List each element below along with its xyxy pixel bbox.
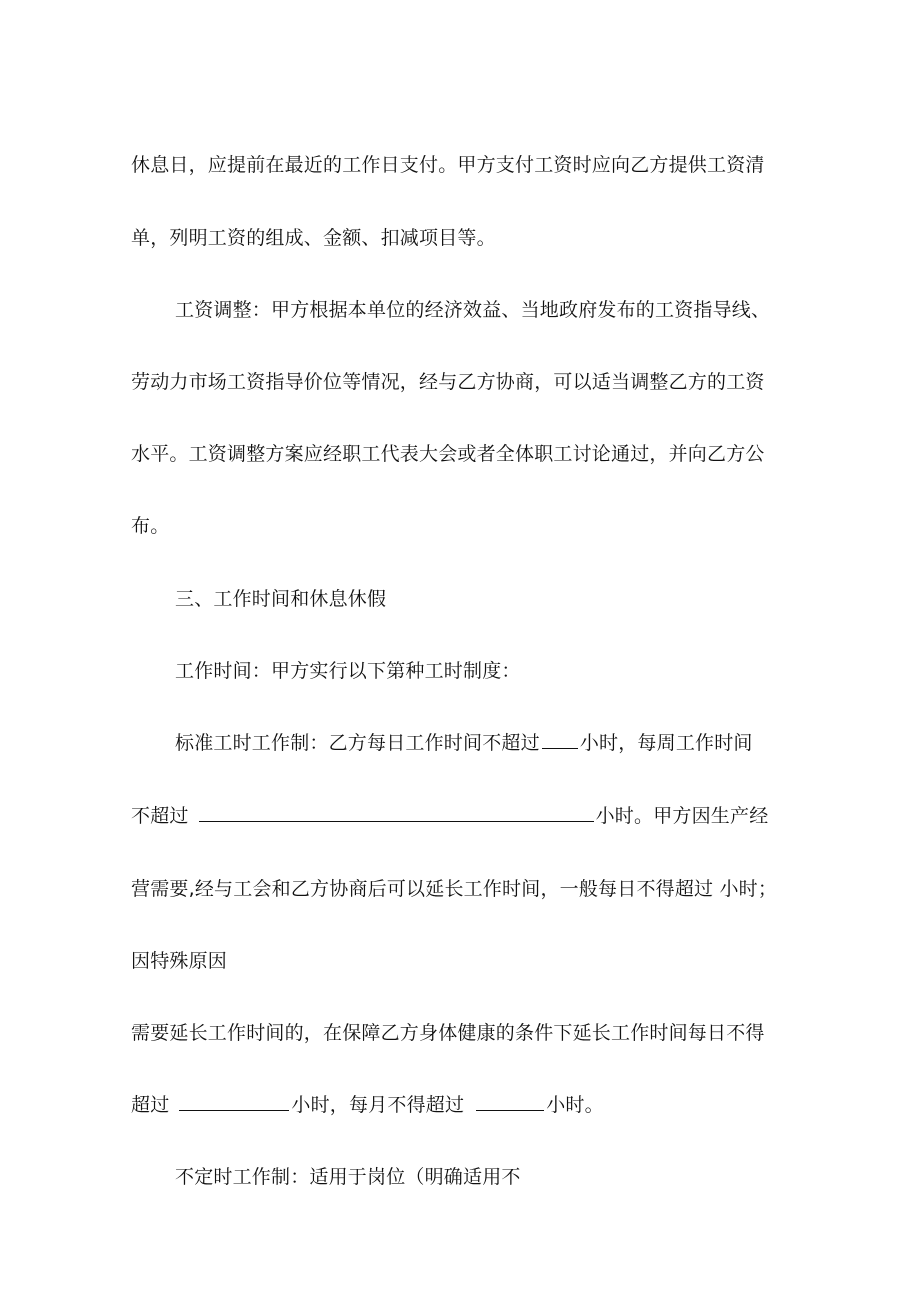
fill-in-blank	[542, 730, 578, 749]
text-segment: 小时。甲方因生产经	[595, 805, 769, 827]
text-segment: 超过	[131, 1094, 170, 1116]
paragraph-line: 工作时间：甲方实行以下第种工时制度：	[175, 660, 521, 682]
fill-in-blank	[199, 803, 594, 822]
paragraph-line: 工资调整：甲方根据本单位的经济效益、当地政府发布的工资指导线、	[175, 299, 771, 321]
text-segment: 标准工时工作制：乙方每日工作时间不超过	[175, 732, 540, 754]
text-segment: 不超过	[131, 805, 189, 827]
fill-in-blank	[476, 1092, 544, 1111]
paragraph-line: 单，列明工资的组成、金额、扣减项目等。	[131, 227, 496, 249]
paragraph-line: 不定时工作制：适用于岗位（明确适用不	[175, 1166, 521, 1188]
paragraph-line: 需要延长工作时间的，在保障乙方身体健康的条件下延长工作时间每日不得	[131, 1022, 765, 1044]
paragraph-line	[131, 803, 811, 829]
paragraph-line: 布。	[131, 515, 170, 537]
text-segment: 小时。	[546, 1094, 604, 1116]
paragraph-line: 水平。工资调整方案应经职工代表大会或者全体职工讨论通过，并向乙方公	[131, 443, 765, 465]
paragraph-line: 休息日，应提前在最近的工作日支付。甲方支付工资时应向乙方提供工资清	[131, 154, 765, 176]
paragraph-line: 因特殊原因	[131, 950, 228, 972]
fill-in-blank	[179, 1092, 289, 1111]
paragraph-line: 劳动力市场工资指导价位等情况，经与乙方协商，可以适当调整乙方的工资	[131, 371, 765, 393]
text-segment: 小时，每周工作时间	[579, 732, 753, 754]
paragraph-line	[131, 1092, 811, 1118]
paragraph-line	[175, 730, 855, 756]
section-heading: 三、工作时间和休息休假	[175, 588, 387, 610]
paragraph-line: 营需要,经与工会和乙方协商后可以延长工作时间，一般每日不得超过 小时；	[131, 878, 778, 900]
text-segment: 小时，每月不得超过	[291, 1094, 465, 1116]
